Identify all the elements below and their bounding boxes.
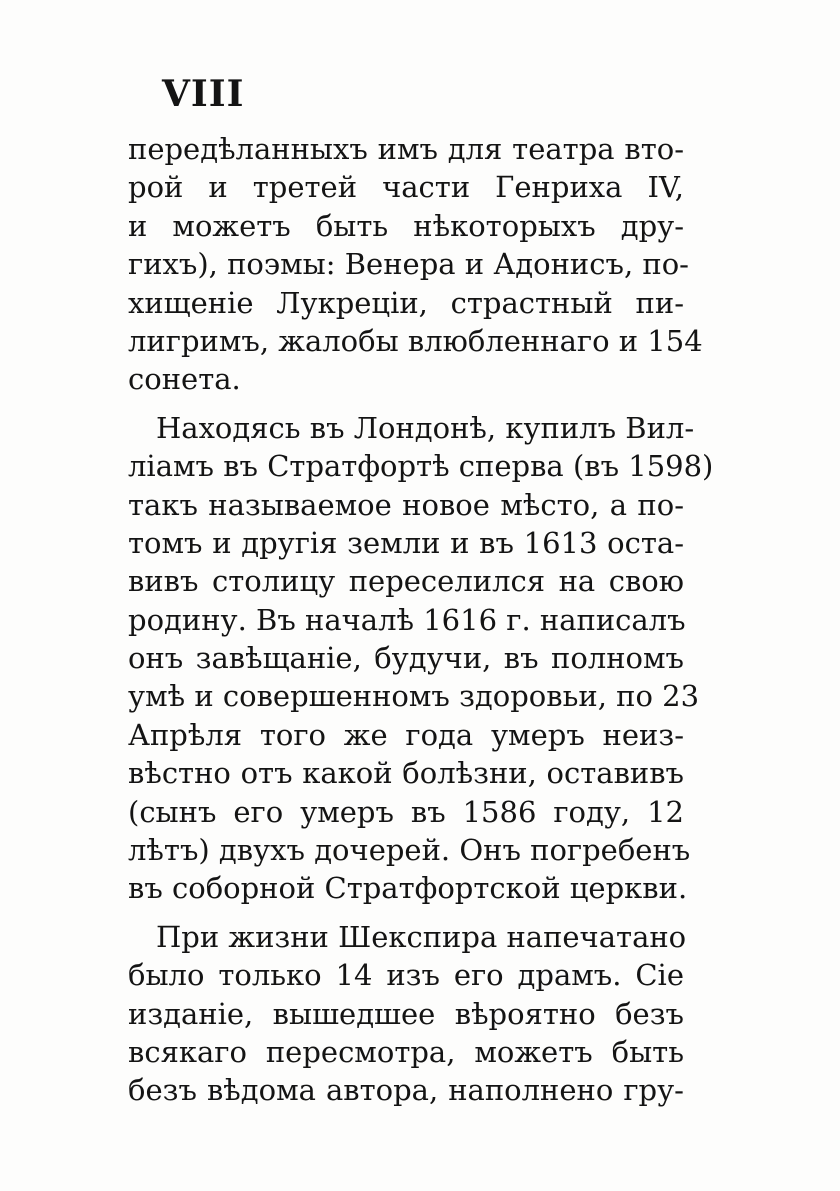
text-line: и можетъ быть нѣкоторыхъ дру-: [128, 208, 684, 243]
paragraph-gap: [128, 908, 684, 918]
text-line: лѣтъ) двухъ дочерей. Онъ погребенъ: [128, 833, 691, 868]
text-line: было только 14 изъ его драмъ. Сіе: [128, 958, 684, 993]
text-line: родину. Въ началѣ 1616 г. написалъ: [128, 602, 686, 637]
text-line: хищеніе Лукреціи, страстный пи-: [128, 285, 684, 320]
text-line: рой и третей части Генриха IV,: [128, 170, 684, 205]
text-line: Апрѣля того же года умеръ неиз-: [128, 717, 684, 752]
page-number: VIII: [162, 73, 245, 115]
text-line: сонета.: [128, 362, 241, 397]
text-line: изданіе, вышедшее вѣроятно безъ: [128, 996, 684, 1031]
text-line: Находясь въ Лондонѣ, купилъ Вил-: [156, 410, 695, 445]
paragraph-gap: [128, 399, 684, 409]
text-line: всякаго пересмотра, можетъ быть: [128, 1034, 684, 1069]
text-line: въ соборной Стратфортской церкви.: [128, 871, 688, 906]
text-line: умѣ и совершенномъ здоровьи, по 23: [128, 679, 700, 714]
paragraph: [128, 409, 714, 908]
text-line: вѣстно отъ какой болѣзни, оставивъ: [128, 756, 684, 791]
text-line: При жизни Шекспира напечатано: [156, 919, 687, 954]
text-line: лигримъ, жалобы влюбленнаго и 154: [128, 323, 703, 358]
text-line: вивъ столицу переселился на свою: [128, 564, 684, 599]
body-text: [128, 130, 714, 1110]
paragraph: [128, 130, 703, 399]
text-line: томъ и другія земли и въ 1613 оста-: [128, 525, 684, 560]
text-line: (сынъ его умеръ въ 1586 году, 12: [128, 794, 684, 829]
text-line: ліамъ въ Стратфортѣ сперва (въ 1598): [128, 449, 714, 484]
text-line: передѣланныхъ имъ для театра вто-: [128, 132, 684, 166]
text-line: гихъ), поэмы: Венера и Адонисъ, по-: [128, 247, 689, 282]
text-line: онъ завѣщаніе, будучи, въ полномъ: [128, 641, 684, 676]
paragraph: [128, 918, 687, 1110]
text-line: безъ вѣдома автора, наполнено гру-: [128, 1073, 684, 1108]
text-line: такъ называемое новое мѣсто, а по-: [128, 487, 684, 522]
